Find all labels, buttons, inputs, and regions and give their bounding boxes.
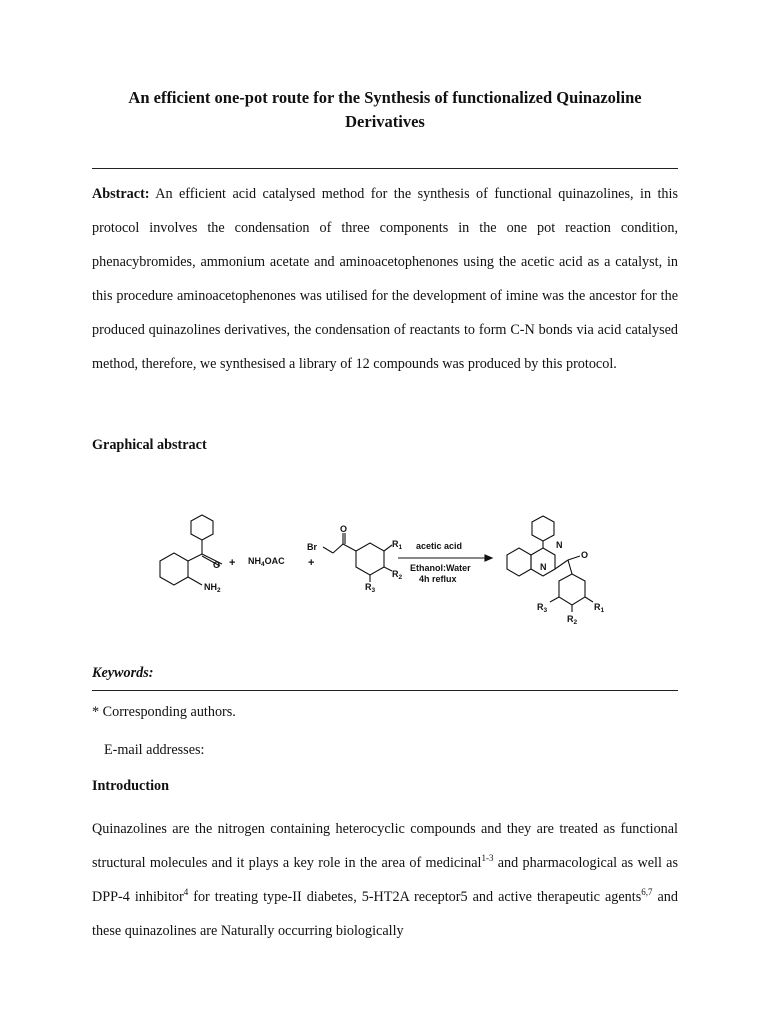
top-divider (92, 168, 678, 169)
r1-label-product: $R_1$ (594, 602, 605, 614)
phenyl-ring-top (191, 515, 213, 540)
ketone-oxygen-label: O (340, 524, 348, 534)
aryl-ring-reactant (356, 543, 384, 575)
corresponding-authors-note: * Corresponding authors. (92, 704, 236, 720)
introduction-paragraph (92, 812, 678, 948)
plus-sign-1: + (229, 557, 236, 569)
intro-text-4: and these quinazolines are Naturally occurring biologically (92, 889, 678, 939)
product-phenyl-ring (532, 516, 554, 541)
ammonium-acetate-label: $NH_4OAC$ (248, 556, 285, 568)
amine-label: $NH_2$ (204, 582, 221, 594)
r2-label-product: $R_2$ (567, 614, 578, 626)
citation-4: 4 (183, 887, 189, 897)
r1-label-reactant: $R_1$ (392, 539, 403, 551)
citation-1-3: 1-3 (481, 853, 494, 863)
r3-label-reactant: $R_3$ (365, 582, 376, 594)
intro-text-2: and pharmacological as well as DPP-4 inhibitor (92, 855, 678, 905)
carbonyl-oxygen-label: O (213, 560, 221, 570)
product-n3-label: N (556, 540, 563, 550)
reaction-scheme (140, 498, 640, 638)
abstract-label: Abstract: (92, 186, 150, 202)
reaction-arrow-head (485, 555, 492, 561)
graphical-abstract-heading: Graphical abstract (92, 437, 207, 453)
fused-benzo-ring (507, 548, 531, 576)
conditions-label: 4h reflux (419, 574, 457, 584)
product-aryl-ring (559, 574, 585, 605)
bromine-label: Br (307, 542, 318, 552)
paper-title: An efficient one-pot route for the Synthesis of functionalized Quinazoline Derivatives (128, 88, 642, 131)
citation-6-7: 6,7 (641, 887, 653, 897)
keywords-label: Keywords: (92, 665, 154, 681)
intro-text-3: for treating type-II diabetes, 5-HT2A receptor5 and active therapeutic agents (188, 889, 642, 905)
keywords-divider (92, 690, 678, 691)
solvent-label: Ethanol:Water (410, 563, 471, 573)
product-carbonyl-oxygen-label: O (581, 550, 589, 560)
catalyst-label: acetic acid (416, 541, 463, 551)
abstract-text: An efficient acid catalysed method for the synthesis of functional quinazolines, in this protocol involves the condensation of three components in the one pot reaction condition, phenacybromides, ammonium acetate and aminoacetophenones using the acetic acid as a catalyst, in this procedure aminoacetophenones was utilised for the development of imine was the ancestor for the produced quinazolines derivatives, the condensation of reactants to form C-N bonds via acid catalysed method, therefore, we synthesised a library of 12 compounds was produced by this protocol. (92, 186, 678, 372)
product-n1-label: N (540, 562, 547, 572)
r2-label-reactant: $R_2$ (392, 569, 403, 581)
plus-sign-2: + (308, 557, 315, 569)
aniline-ring (160, 553, 188, 585)
introduction-heading: Introduction (92, 778, 169, 794)
r3-label-product: $R_3$ (537, 602, 548, 614)
email-addresses-label: E-mail addresses: (104, 742, 205, 758)
intro-text-1: Quinazolines are the nitrogen containing heterocyclic compounds and they are treated as functional structural molecules and it plays a key role in the area of medicinal (92, 821, 678, 871)
abstract-paragraph (92, 177, 678, 381)
